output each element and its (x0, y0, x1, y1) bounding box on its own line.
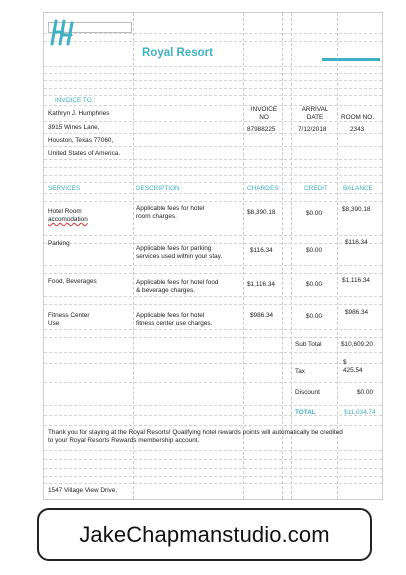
invoice-no-label-1: INVOICE (250, 106, 278, 113)
item-description-line2: fitness center use charges. (136, 320, 213, 327)
grid-line (44, 235, 382, 236)
grid-line (44, 337, 382, 338)
grid-line (44, 33, 382, 34)
grid-line (44, 66, 382, 67)
tax-value: 425.54 (343, 367, 363, 374)
footer-address: 1547 Village View Drive, (48, 487, 118, 494)
grid-line (44, 146, 382, 147)
room-no-label: ROOM NO. (341, 114, 375, 121)
grid-line (44, 193, 382, 194)
item-description: Applicable fees for parking (136, 245, 212, 252)
grid-line (44, 159, 382, 160)
item-credit: $0.00 (306, 210, 322, 217)
brand-name: Royal Resort (142, 47, 213, 59)
item-balance: $116.34 (345, 239, 368, 246)
item-service: Fitness Center (48, 312, 90, 319)
grid-line (44, 329, 382, 330)
invoice-to-heading: INVOICE TO : (55, 97, 96, 104)
grid-line (44, 476, 382, 477)
invoice-sheet (43, 12, 383, 500)
brand-accent-bar (322, 58, 380, 61)
invoice-no-value: 87988225 (247, 126, 276, 133)
col-description: DESCRIPTION (136, 185, 180, 192)
grid-line (44, 296, 382, 297)
grid-line (44, 41, 382, 42)
grid-line (44, 73, 382, 74)
thank-you-line-1: Thank you for staying at the Royal Resorts! Qualifying hotel rewards points will automatically be credited (48, 429, 343, 436)
item-charges: $116.34 (250, 247, 273, 254)
grid-line (291, 13, 292, 499)
grid-line (44, 182, 382, 183)
grid-line (44, 468, 382, 469)
grid-line (44, 265, 382, 266)
grid-line (44, 167, 382, 168)
grid-line (44, 483, 382, 484)
grid-line (44, 382, 382, 383)
item-credit: $0.00 (306, 281, 322, 288)
customer-name: Kathryn J. Humphries (48, 110, 110, 117)
customer-address-3: United States of America. (48, 150, 121, 157)
col-services: SERVICES (48, 185, 81, 192)
discount-label: Discount (295, 389, 320, 396)
grid-line (44, 405, 382, 406)
col-charges: CHARGES (247, 185, 279, 192)
grid-line (44, 201, 382, 202)
grid-line (44, 304, 382, 305)
item-balance: $8,390.18 (342, 206, 371, 213)
grid-line (44, 459, 382, 460)
item-description: Applicable fees for hotel food (136, 279, 219, 286)
room-no-value: 2343 (350, 126, 365, 133)
col-credit: CREDIT (304, 185, 328, 192)
grid-line (44, 425, 382, 426)
col-balance: BALANCE (343, 185, 373, 192)
item-balance: $986.34 (345, 309, 369, 316)
item-credit: $0.00 (306, 247, 322, 254)
thank-you-line-2: to your Royal Resorts Rewards membership account. (48, 437, 200, 444)
item-service: Parking (48, 240, 70, 247)
tax-label: Tax (295, 368, 305, 375)
subtotal-label: Sub Total (295, 341, 322, 348)
grid-line (44, 80, 382, 81)
item-service: Food, Beverages (48, 278, 97, 285)
total-label: TOTAL (295, 409, 316, 416)
item-description: Applicable fees for hotel (136, 312, 205, 319)
grid-line (44, 352, 382, 353)
grid-line (243, 13, 244, 499)
item-description: Applicable fees for hotel (136, 205, 205, 212)
item-description-line2: room charges. (136, 213, 177, 220)
grid-line (337, 13, 338, 499)
item-service-line2: accomodation (48, 216, 88, 223)
grid-line (44, 133, 382, 134)
discount-value: $0.00 (357, 389, 373, 396)
grid-line (44, 273, 382, 274)
arrival-label-2: DATE (306, 114, 324, 121)
grid-line (44, 95, 382, 96)
item-description-line2: services used within your stay. (136, 253, 223, 260)
grid-line (282, 13, 283, 499)
subtotal-value: $10,609.20 (341, 341, 373, 348)
item-description-line2: & beverage charges. (136, 287, 195, 294)
item-balance: $1,116.34 (342, 277, 370, 284)
resort-logo-icon (50, 17, 78, 47)
item-charges: $1,116.34 (247, 281, 275, 288)
grid-line (44, 88, 382, 89)
total-value: $11,034.74 (344, 409, 376, 416)
item-service-line2: Use (48, 320, 60, 327)
watermark-text: JakeChapmanstudio.com (79, 521, 330, 547)
arrival-label-1: ARRIVAL (301, 106, 329, 113)
grid-line (44, 175, 382, 176)
customer-address-1: 3915 Wines Lane, (48, 124, 100, 131)
grid-line (133, 13, 134, 499)
grid-line (44, 363, 382, 364)
grid-line (44, 243, 382, 244)
watermark-banner (37, 508, 372, 561)
item-charges: $986.34 (250, 312, 274, 319)
tax-value-symbol: $ (343, 359, 347, 366)
grid-line (44, 450, 382, 451)
item-charges: $8,390.18 (247, 209, 276, 216)
item-service: Hotel Room (48, 208, 82, 215)
arrival-date-value: 7/12/2018 (298, 126, 327, 133)
invoice-no-label-2: NO (259, 114, 269, 121)
item-credit: $0.00 (306, 313, 322, 320)
customer-address-2: Houston, Texas 77060, (48, 137, 114, 144)
grid-line (44, 415, 382, 416)
